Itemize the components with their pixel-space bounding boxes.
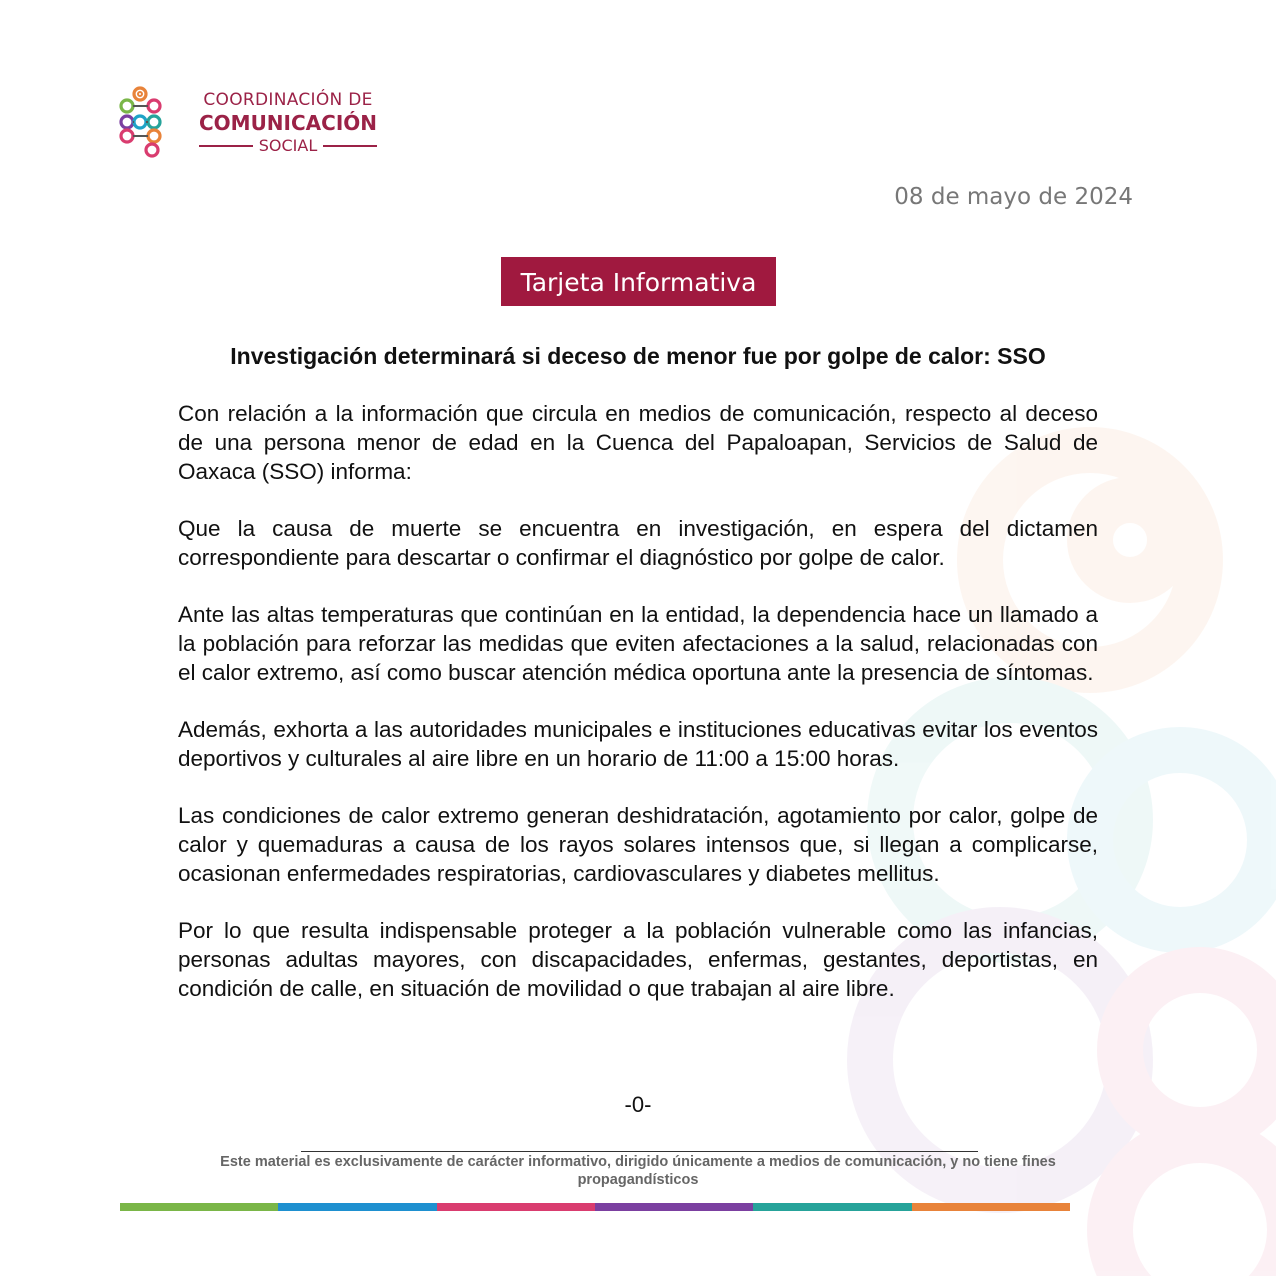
paragraph: Además, exhorta a las autoridades municipales e instituciones educativas evitar los eventos deportivos y culturales al aire libre en un horario de 11:00 a 15:00 horas. <box>178 717 1098 771</box>
document-type-badge: Tarjeta Informativa <box>501 257 776 306</box>
document-title: Investigación determinará si deceso de menor fue por golpe de calor: SSO <box>230 343 1046 369</box>
stripe-segment <box>437 1203 595 1211</box>
footer-color-stripe <box>120 1203 1070 1211</box>
disclaimer-line2: propagandísticos <box>577 1172 699 1188</box>
logo-line1: COORDINACIÓN DE <box>203 90 373 110</box>
paragraph: Por lo que resulta indispensable proteger a la población vulnerable como las infancias, personas adultas mayores, con discapacidades, enfermas, gestantes, deportistas, en condición de calle, en situación de movilidad o que trabajan al aire libre. <box>178 918 1098 1001</box>
logo-rule-right <box>323 145 377 147</box>
disclaimer-divider <box>301 1151 978 1152</box>
paragraph: Que la causa de muerte se encuentra en investigación, en espera del dictamen correspondiente para descartar o confirmar el diagnóstico por golpe de calor. <box>178 516 1098 570</box>
document-body <box>178 399 1098 1031</box>
paragraph: Ante las altas temperaturas que continúan en la entidad, la dependencia hace un llamado a la población para reforzar las medidas que eviten afectaciones a la salud, relacionadas con el calor extremo, así como buscar atención médica oportuna ante la presencia de síntomas. <box>178 602 1098 685</box>
coordinacion-logo-icon <box>118 84 180 164</box>
header-logo <box>118 84 388 164</box>
logo-line2: COMUNICACIÓN <box>198 111 378 135</box>
closing-mark: -0- <box>624 1092 652 1117</box>
paragraph: Las condiciones de calor extremo generan deshidratación, agotamiento por calor, golpe de calor y quemaduras a causa de los rayos solares intensos que, si llegan a complicarse, ocasionan enfermedades respiratorias, cardiovasculares y diabetes mellitus. <box>178 803 1098 886</box>
logo-line3: SOCIAL <box>258 136 318 155</box>
stripe-segment <box>278 1203 436 1211</box>
paragraph: Con relación a la información que circula en medios de comunicación, respecto al deceso de una persona menor de edad en la Cuenca del Papaloapan, Servicios de Salud de Oaxaca (SSO) informa: <box>178 401 1098 484</box>
disclaimer-line1: Este material es exclusivamente de carácter informativo, dirigido únicamente a medios de comunicación, y no tiene fines <box>220 1154 1056 1170</box>
document-date: 08 de mayo de 2024 <box>894 184 1133 210</box>
logo-rule-left <box>199 145 253 147</box>
stripe-segment <box>912 1203 1070 1211</box>
disclaimer <box>178 1153 1098 1189</box>
stripe-segment <box>753 1203 911 1211</box>
stripe-segment <box>120 1203 278 1211</box>
stripe-segment <box>595 1203 753 1211</box>
